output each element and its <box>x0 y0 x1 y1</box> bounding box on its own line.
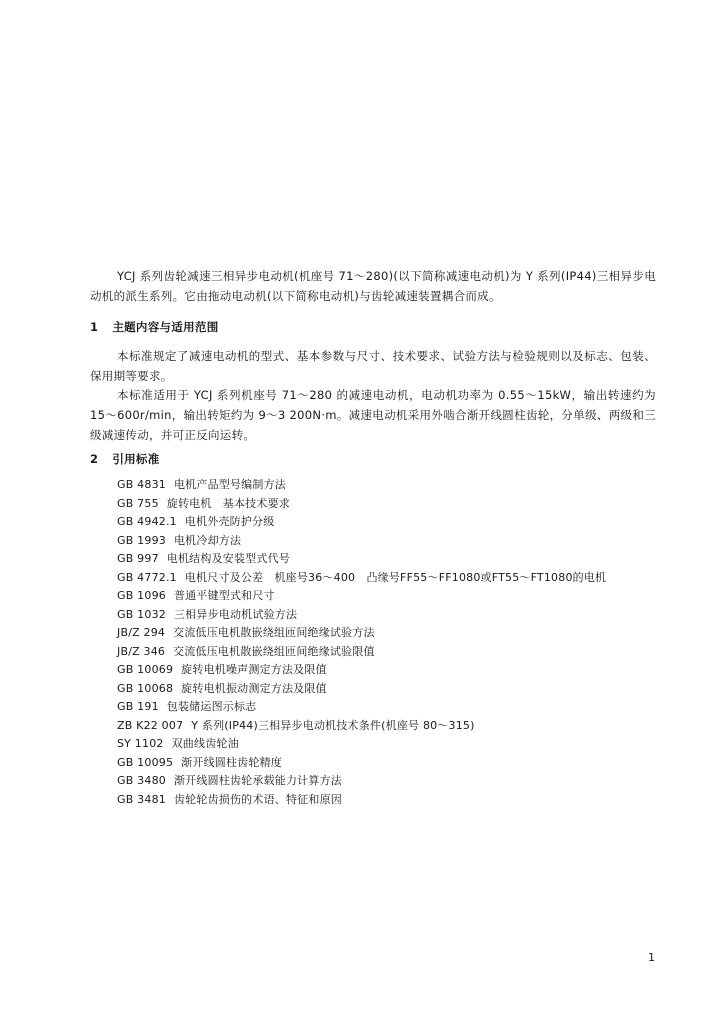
reference-title: 旋转电机噪声测定方法及限值 <box>181 663 327 676</box>
reference-item <box>117 698 662 717</box>
reference-item <box>117 717 662 736</box>
reference-code: GB 1993 <box>117 533 166 547</box>
reference-item <box>117 606 662 625</box>
reference-code: GB 4772.1 <box>117 570 177 584</box>
section-2-number: 2 <box>90 452 99 466</box>
reference-code: GB 1096 <box>117 589 166 602</box>
reference-code: SY 1102 <box>117 737 164 750</box>
reference-code: GB 1032 <box>117 607 166 621</box>
reference-item <box>117 569 662 588</box>
section-1-heading <box>90 318 219 336</box>
section-1-paragraph-2: 本标准适用于 YCJ 系列机座号 71～280 的减速电动机，电动机功率为 0.55～15kW，输出转速约为 15～600r/min，输出转矩约为 9～3 200N·m。减速电动机采用外啮合渐开线圆柱齿轮，分单级、两级和三级减速传动，并可正反向运转。 <box>90 388 656 442</box>
reference-title: Y 系列(IP44)三相异步电动机技术条件(机座号 80～315) <box>191 718 475 732</box>
reference-title: 普通平键型式和尺寸 <box>173 589 275 602</box>
section-2-heading <box>90 450 160 468</box>
reference-code: JB/Z 346 <box>117 644 166 658</box>
reference-title: 电机尺寸及公差 机座号36～400 凸缘号FF55～FF1080或FT55～FT1080的电机 <box>184 570 607 584</box>
reference-code: GB 4831 <box>117 478 166 491</box>
reference-code: ZB K22 007 <box>117 718 184 732</box>
reference-code: GB 3481 <box>117 792 166 806</box>
section-2-title: 引用标准 <box>112 452 160 466</box>
reference-title: 三相异步电动机试验方法 <box>173 607 298 621</box>
reference-item <box>117 680 662 699</box>
intro-paragraph: YCJ 系列齿轮减速三相异步电动机(机座号 71～280)(以下简称减速电动机)为 Y 系列(IP44)三相异步电动机的派生系列。它由拖动电动机(以下简称电动机)与齿轮减速装置耦合而成。 <box>90 269 656 303</box>
reference-item <box>117 754 662 773</box>
reference-item <box>117 476 662 495</box>
reference-item <box>117 624 662 643</box>
reference-list <box>117 476 662 809</box>
reference-title: 旋转电机振动测定方法及限值 <box>181 681 327 695</box>
reference-title: 电机产品型号编制方法 <box>173 478 286 491</box>
reference-title: 旋转电机 基本技术要求 <box>166 496 290 510</box>
reference-item <box>117 495 662 514</box>
reference-item <box>117 735 662 754</box>
reference-title: 交流低压电机散嵌绕组匝间绝缘试验方法 <box>173 626 375 639</box>
page-number: 1 <box>648 951 655 964</box>
reference-title: 齿轮轮齿损伤的术语、特征和原因 <box>173 792 342 806</box>
reference-item <box>117 550 662 569</box>
reference-title: 电机冷却方法 <box>173 533 242 547</box>
reference-code: GB 755 <box>117 496 159 510</box>
reference-title: 交流低压电机散嵌绕组匝间绝缘试验限值 <box>173 644 375 658</box>
reference-item <box>117 587 662 606</box>
reference-title: 渐开线圆柱齿轮精度 <box>181 755 282 769</box>
reference-item <box>117 661 662 680</box>
reference-item <box>117 772 662 791</box>
reference-code: GB 191 <box>117 700 159 713</box>
reference-code: GB 10095 <box>117 755 174 769</box>
section-1-title: 主题内容与适用范围 <box>112 320 219 334</box>
reference-code: GB 10069 <box>117 663 174 676</box>
reference-title: 渐开线圆柱齿轮承载能力计算方法 <box>173 774 342 787</box>
reference-code: GB 10068 <box>117 681 174 695</box>
reference-code: JB/Z 294 <box>117 626 166 639</box>
reference-item <box>117 513 662 532</box>
reference-item <box>117 532 662 551</box>
reference-item <box>117 791 662 810</box>
reference-title: 电机外壳防护分级 <box>184 515 275 528</box>
reference-code: GB 4942.1 <box>117 515 177 528</box>
section-1-number: 1 <box>90 320 99 334</box>
reference-title: 包装储运图示标志 <box>166 700 257 713</box>
reference-code: GB 997 <box>117 552 159 565</box>
section-1-paragraph-1: 本标准规定了减速电动机的型式、基本参数与尺寸、技术要求、试验方法与检验规则以及标志、包装、保用期等要求。 <box>90 349 656 383</box>
reference-title: 双曲线齿轮油 <box>171 737 239 750</box>
reference-code: GB 3480 <box>117 774 166 787</box>
reference-item <box>117 643 662 662</box>
reference-title: 电机结构及安装型式代号 <box>166 552 290 565</box>
